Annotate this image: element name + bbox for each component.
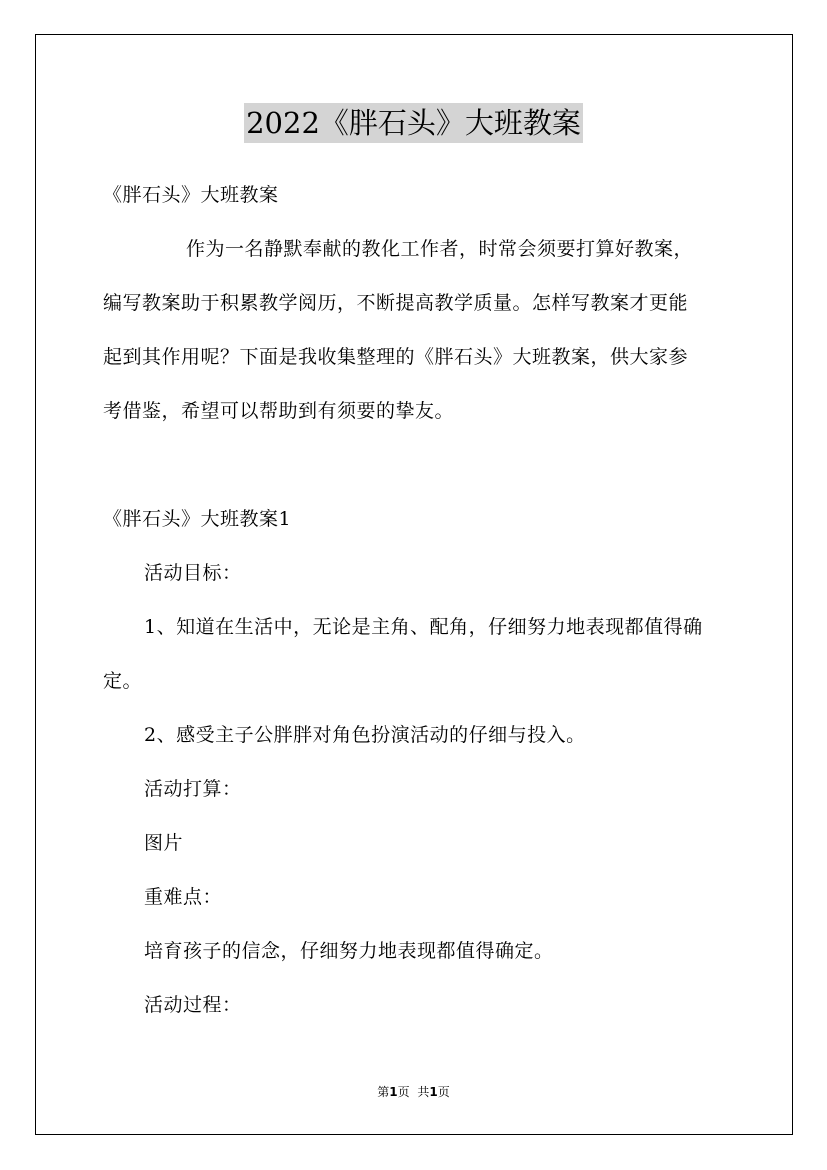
footer-page-suffix: 页 — [397, 1085, 410, 1099]
intro-line-4: 考借鉴，希望可以帮助到有须要的挚友。 — [103, 400, 455, 422]
intro-line-3: 起到其作用呢？下面是我收集整理的《胖石头》大班教案，供大家参 — [103, 346, 689, 368]
footer-total-number: 1 — [429, 1085, 438, 1099]
body-line-8: 培育孩子的信念，仔细努力地表现都值得确定。 — [144, 940, 554, 962]
subtitle: 《胖石头》大班教案 — [103, 184, 279, 206]
footer-total-prefix: 共 — [417, 1085, 430, 1099]
body-line-5: 活动打算： — [144, 778, 242, 800]
footer-total-suffix: 页 — [437, 1085, 450, 1099]
intro-line-2: 编写教案助于积累教学阅历，不断提高教学质量。怎样写教案才更能 — [103, 292, 689, 314]
body-line-9: 活动过程： — [144, 994, 242, 1016]
footer-page-prefix: 第 — [377, 1085, 390, 1099]
document-title: 2022《胖石头》大班教案 — [244, 103, 583, 143]
body-line-1: 活动目标： — [144, 562, 242, 584]
section-heading: 《胖石头》大班教案1 — [103, 508, 292, 530]
body-line-2: 1、知道在生活中，无论是主角、配角，仔细努力地表现都值得确 — [144, 616, 703, 638]
page-footer — [0, 1083, 827, 1100]
body-line-6: 图片 — [144, 832, 184, 854]
footer-page-number: 1 — [389, 1085, 398, 1099]
document-title-wrap — [0, 103, 827, 143]
body-line-4: 2、感受主子公胖胖对角色扮演活动的仔细与投入。 — [144, 724, 586, 746]
intro-line-1: 作为一名静默奉献的教化工作者，时常会须要打算好教案， — [186, 238, 694, 260]
body-line-3: 定。 — [103, 670, 143, 692]
body-line-7: 重难点： — [144, 886, 223, 908]
